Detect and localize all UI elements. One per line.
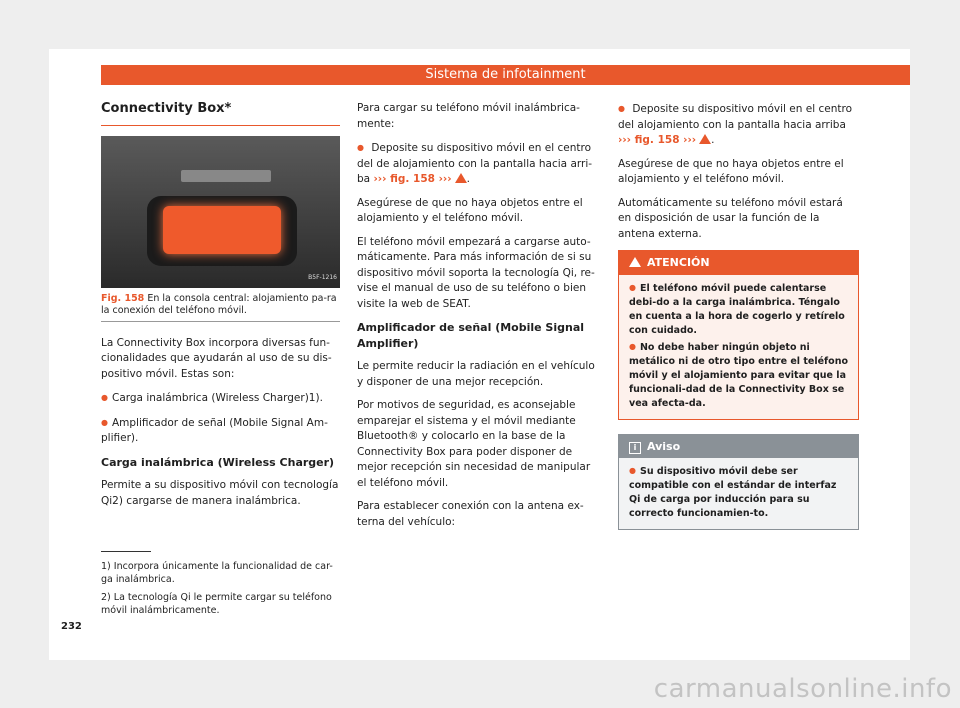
bullet-amplifier: ● Amplificador de señal (Mobile Signal Am-plifier). — [101, 415, 340, 447]
paragraph: Asegúrese de que no haya objetos entre el alojamiento y el teléfono móvil. — [357, 196, 583, 224]
warning-body — [619, 275, 858, 419]
subheading-wireless-charger: Carga inalámbrica (Wireless Charger) — [101, 455, 335, 469]
footnote-2: 2) La tecnología Qi le permite cargar su teléfono móvil inalámbricamente. — [101, 592, 332, 616]
manual-page — [49, 49, 910, 660]
section-title: Connectivity Box* — [101, 101, 340, 126]
column-right — [618, 101, 859, 530]
footnote-1: 1) Incorpora únicamente la funcionalidad de car-ga inalámbrica. — [101, 561, 333, 585]
note-box — [618, 434, 859, 531]
subheading-amplifier: Amplificador de señal (Mobile Signal Amplifier) — [357, 321, 585, 350]
bullet-wireless: ● Carga inalámbrica (Wireless Charger)1). — [101, 390, 340, 407]
bullet-instruction: ● Deposite su dispositivo móvil en el centro del de alojamiento con la pantalla hacia arri-ba ››› fig. 158 ››› . — [357, 140, 601, 188]
wireless-charging-pad — [163, 206, 281, 254]
warning-title: ATENCIÓN — [647, 256, 710, 269]
warning-triangle-icon — [629, 257, 641, 267]
caption-text: En la consola central: alojamiento pa-ra la conexión del teléfono móvil. — [101, 292, 337, 316]
note-header — [619, 435, 858, 459]
footnote-rule — [101, 551, 151, 552]
paragraph: Le permite reducir la radiación en el vehículo y disponer de una mejor recepción. — [357, 360, 595, 388]
figure-caption — [101, 293, 340, 322]
warning-icon — [455, 173, 467, 183]
warning-item: ● No debe haber ningún objeto ni metálico ni de otro tipo entre el teléfono móvil y el alojamiento para evitar que la funcionali-dad de la Connectivity Box se vea afecta-da. — [629, 340, 848, 411]
paragraph: Para establecer conexión con la antena ex-terna del vehículo: — [357, 500, 584, 528]
bullet-instruction: ● Deposite su dispositivo móvil en el centro del alojamiento con la pantalla hacia arriba ››› fig. 158 ››› . — [618, 101, 859, 149]
usb-ports — [181, 170, 271, 182]
figure-ref-link[interactable]: ››› fig. 158 ››› — [373, 173, 452, 185]
paragraph: Automáticamente su teléfono móvil estará en disposición de usar la función de la antena externa. — [618, 196, 843, 240]
watermark: carmanualsonline.info — [653, 674, 952, 704]
figure-code: B5F-1216 — [308, 274, 337, 281]
chapter-header: Sistema de infotainment — [101, 65, 910, 85]
warning-item: ● El teléfono móvil puede calentarse debi-do a la carga inalámbrica. Téngalo en cuenta a la hora de cogerlo y retírelo con cuidado. — [629, 281, 848, 338]
bullet-text: Deposite su dispositivo móvil en el centro del alojamiento con la pantalla hacia arriba — [618, 103, 852, 131]
paragraph: Asegúrese de que no haya objetos entre el alojamiento y el teléfono móvil. — [618, 157, 844, 185]
warning-icon — [699, 134, 711, 144]
paragraph-qi: Permite a su dispositivo móvil con tecnología Qi2) cargarse de manera inalámbrica. — [101, 479, 339, 507]
info-icon: i — [629, 442, 641, 454]
figure-158 — [101, 136, 340, 288]
intro-paragraph: La Connectivity Box incorpora diversas fun-cionalidades que ayudarán al uso de su dis-positivo móvil. Estas son: — [101, 336, 332, 380]
footnotes — [101, 551, 340, 622]
warning-box — [618, 250, 859, 420]
paragraph: Para cargar su teléfono móvil inalámbrica-mente: — [357, 102, 580, 130]
warning-header — [619, 251, 858, 275]
charging-tray — [147, 196, 297, 266]
paragraph: Por motivos de seguridad, es aconsejable emparejar el sistema y el móvil mediante Bluetooth® y colocarlo en la base de la Connectivity Box para poder disponer de mejor recepción sin necesidad de manipular el teléfono móvil. — [357, 399, 591, 489]
paragraph: El teléfono móvil empezará a cargarse auto-máticamente. Para más información de si su dispositivo móvil soporta la tecnología Qi, re-vise el manual de uso de su teléfono o bien visite la web de SEAT. — [357, 235, 595, 310]
note-item: ● Su dispositivo móvil debe ser compatible con el estándar de interfaz Qi de carga por inducción para su correcto funcionamien-to. — [629, 464, 848, 521]
note-title: Aviso — [647, 439, 681, 453]
column-left — [101, 101, 340, 517]
column-middle — [357, 101, 601, 538]
figure-ref-link[interactable]: ››› fig. 158 ››› — [618, 134, 697, 146]
bullet-text: Deposite su dispositivo móvil en el centro del de alojamiento con la pantalla hacia arri-ba — [357, 142, 593, 185]
page-number: 232 — [61, 621, 82, 632]
figure-number: Fig. 158 — [101, 292, 145, 304]
note-body — [619, 458, 858, 529]
